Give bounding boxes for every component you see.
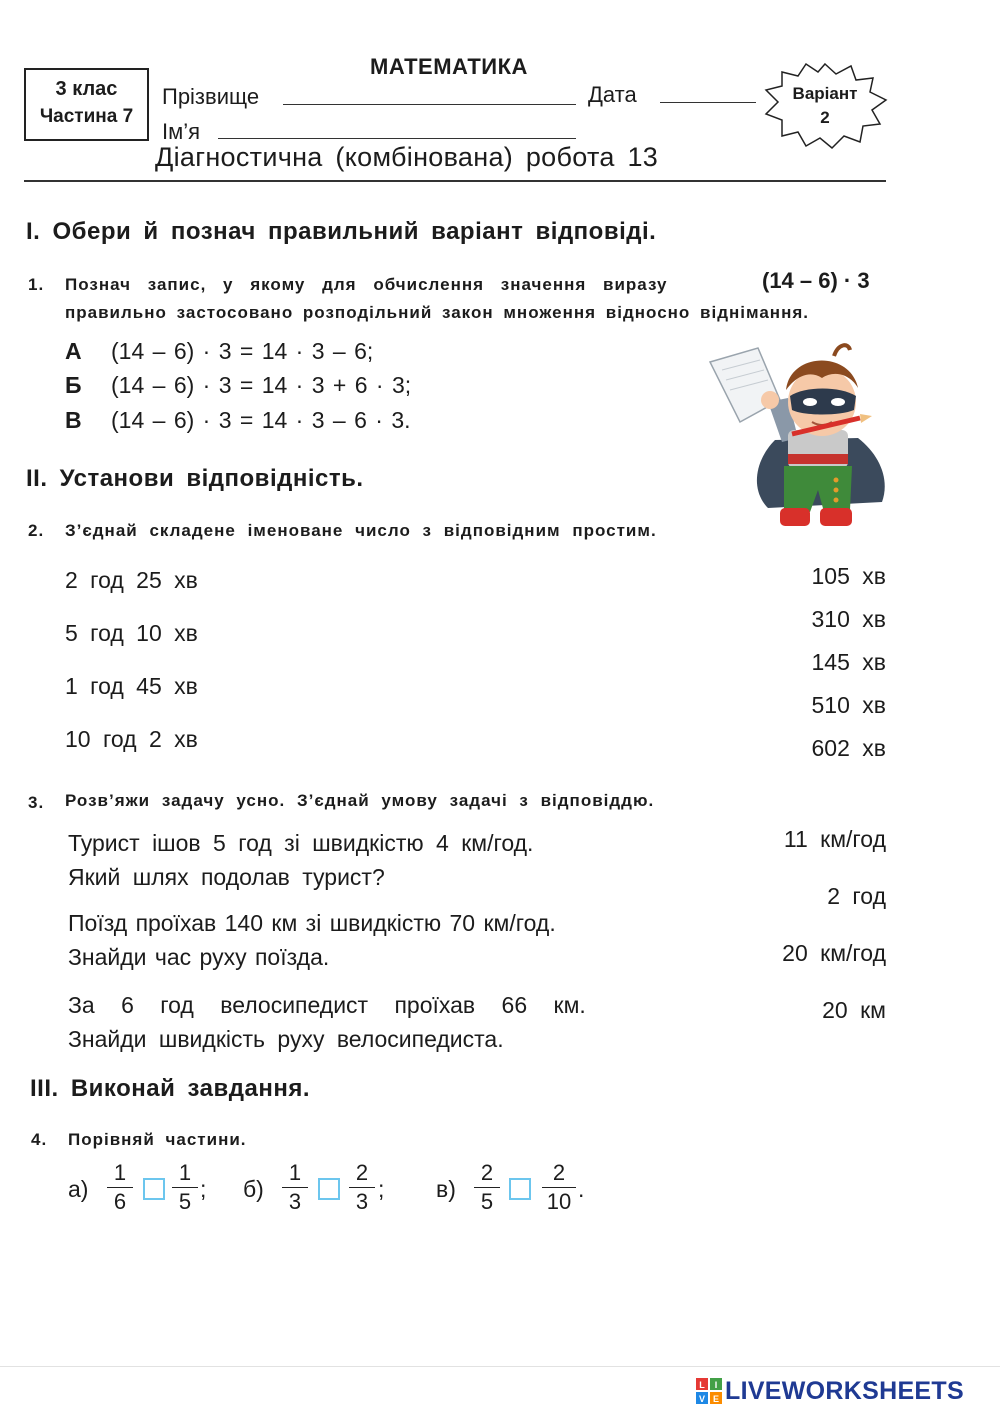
name-field[interactable] [218, 138, 576, 139]
logo-icon-letter-i: I [714, 1380, 718, 1390]
task2-right-item-5[interactable]: 602 хв [811, 735, 886, 761]
task1-option-c[interactable] [65, 407, 411, 434]
task2-right-item-4[interactable]: 510 хв [811, 692, 886, 718]
fraction-c-right-den: 10 [546, 1189, 572, 1214]
fraction-b-left [280, 1160, 310, 1215]
task3-problem-1[interactable] [68, 826, 533, 894]
fraction-a-left-den: 6 [113, 1189, 127, 1214]
task2-left-item-3[interactable]: 1 год 45 хв [65, 673, 198, 699]
task1-number: 1. [28, 275, 45, 294]
subject-title: МАТЕМАТИКА [370, 54, 528, 79]
task4-item-b-label: б) [243, 1176, 264, 1202]
fraction-b-right-num: 2 [355, 1160, 369, 1185]
task3-problem-2-line1: Поїзд проїхав 140 км зі швидкістю 70 км/год. [68, 910, 556, 936]
fraction-a-right-num: 1 [178, 1160, 192, 1185]
header-rule [24, 180, 886, 182]
task2-left-item-2[interactable]: 5 год 10 хв [65, 620, 198, 646]
fraction-a-right [170, 1160, 200, 1215]
fraction-c-left-den: 5 [480, 1189, 494, 1214]
task3-number: 3. [28, 793, 45, 812]
section1-title: І. Обери й познач правильний варіант відповіді. [26, 218, 657, 245]
variant-number: 2 [820, 108, 830, 127]
task3-text: Розв’яжи задачу усно. З’єднай умову задачі з відповіддю. [65, 791, 655, 810]
task3-answer-3[interactable]: 20 км/год [782, 940, 886, 966]
liveworksheets-logo-icon [695, 1377, 723, 1405]
task3-problem-2[interactable] [68, 906, 556, 974]
fraction-a-left-num: 1 [113, 1160, 127, 1185]
task1-expression: (14 – 6) · 3 [762, 268, 870, 293]
task2-right-item-1[interactable]: 105 хв [811, 563, 886, 589]
fraction-c-right-num: 2 [552, 1160, 566, 1185]
task2-right-item-2[interactable]: 310 хв [811, 606, 886, 632]
logo-icon-letter-e: E [712, 1394, 720, 1404]
task1-text-line2: правильно застосовано розподільний закон множення відносно віднімання. [65, 303, 809, 322]
task4-text: Порівняй частини. [68, 1130, 247, 1149]
option-c-text: (14 – 6) · 3 = 14 · 3 – 6 · 3. [111, 407, 411, 433]
fraction-a-right-den: 5 [178, 1189, 192, 1214]
task1-option-b[interactable] [65, 372, 411, 399]
task3-problem-3[interactable] [68, 988, 586, 1056]
work-title: Діагностична (комбінована) робота 13 [155, 142, 659, 172]
task3-problem-1-line2: Який шлях подолав турист? [68, 864, 385, 890]
task4-item-c-label: в) [436, 1176, 456, 1202]
logo-icon-letter-l: L [699, 1380, 705, 1390]
compare-box-b[interactable] [318, 1178, 340, 1200]
task2-number: 2. [28, 521, 45, 540]
option-a-text: (14 – 6) · 3 = 14 · 3 – 6; [111, 338, 374, 364]
task3-problem-1-line1: Турист ішов 5 год зі швидкістю 4 км/год. [68, 830, 534, 856]
section3-title: ІІІ. Виконай завдання. [30, 1075, 311, 1102]
variant-badge [760, 60, 890, 150]
fraction-c-left [472, 1160, 502, 1215]
surname-field[interactable] [283, 104, 576, 105]
section2-title: ІІ. Установи відповідність. [26, 465, 364, 492]
task2-left-item-1[interactable]: 2 год 25 хв [65, 567, 198, 593]
logo-icon-letter-v: V [698, 1394, 706, 1404]
name-label: Ім’я [162, 119, 201, 144]
task3-problem-3-line1: За 6 год велосипедист проїхав 66 км. [68, 992, 586, 1018]
task2-right-item-3[interactable]: 145 хв [811, 649, 886, 675]
fraction-b-right [347, 1160, 377, 1215]
option-b-letter: Б [65, 372, 82, 398]
task2-text: З’єднай складене іменоване число з відповідним простим. [65, 521, 657, 540]
option-c-letter: В [65, 407, 82, 433]
bottom-rule [0, 1366, 1000, 1367]
task3-problem-3-line2: Знайди швидкість руху велосипедиста. [68, 1026, 504, 1052]
fraction-b-right-den: 3 [355, 1189, 369, 1214]
liveworksheets-logo-text: LIVEWORKSHEETS [725, 1377, 964, 1405]
fraction-a-left [105, 1160, 135, 1215]
task4-item-b-end: ; [378, 1176, 385, 1202]
date-field[interactable] [660, 102, 756, 103]
task4-item-a-end: ; [200, 1176, 207, 1202]
date-label: Дата [588, 82, 637, 107]
option-a-letter: А [65, 338, 82, 364]
task2-left-item-4[interactable]: 10 год 2 хв [65, 726, 198, 752]
part-label: Частина 7 [39, 106, 134, 127]
fraction-b-left-num: 1 [288, 1160, 302, 1185]
grade-box [24, 68, 149, 141]
task3-answer-1[interactable]: 11 км/год [783, 826, 886, 852]
variant-badge-shape [766, 64, 886, 148]
compare-box-a[interactable] [143, 1178, 165, 1200]
fraction-c-left-num: 2 [480, 1160, 494, 1185]
task4-number: 4. [31, 1130, 48, 1149]
task4-item-c-end: . [578, 1176, 585, 1202]
option-b-text: (14 – 6) · 3 = 14 · 3 + 6 · 3; [111, 372, 412, 398]
superhero-kid-illustration [700, 330, 895, 540]
variant-label: Варіант [792, 84, 858, 103]
task4-item-a-label: а) [68, 1176, 89, 1202]
fraction-c-right [540, 1160, 578, 1215]
task3-problem-2-line2: Знайди час руху поїзда. [68, 944, 330, 970]
fraction-b-left-den: 3 [288, 1189, 302, 1214]
task1-text-line1: Познач запис, у якому для обчислення значення виразу [65, 275, 668, 294]
task3-answer-2[interactable]: 2 год [827, 883, 886, 909]
task1-option-a[interactable] [65, 338, 373, 365]
compare-box-c[interactable] [509, 1178, 531, 1200]
surname-label: Прізвище [162, 84, 260, 109]
grade-label: 3 клас [55, 78, 118, 100]
task3-answer-4[interactable]: 20 км [822, 997, 886, 1023]
